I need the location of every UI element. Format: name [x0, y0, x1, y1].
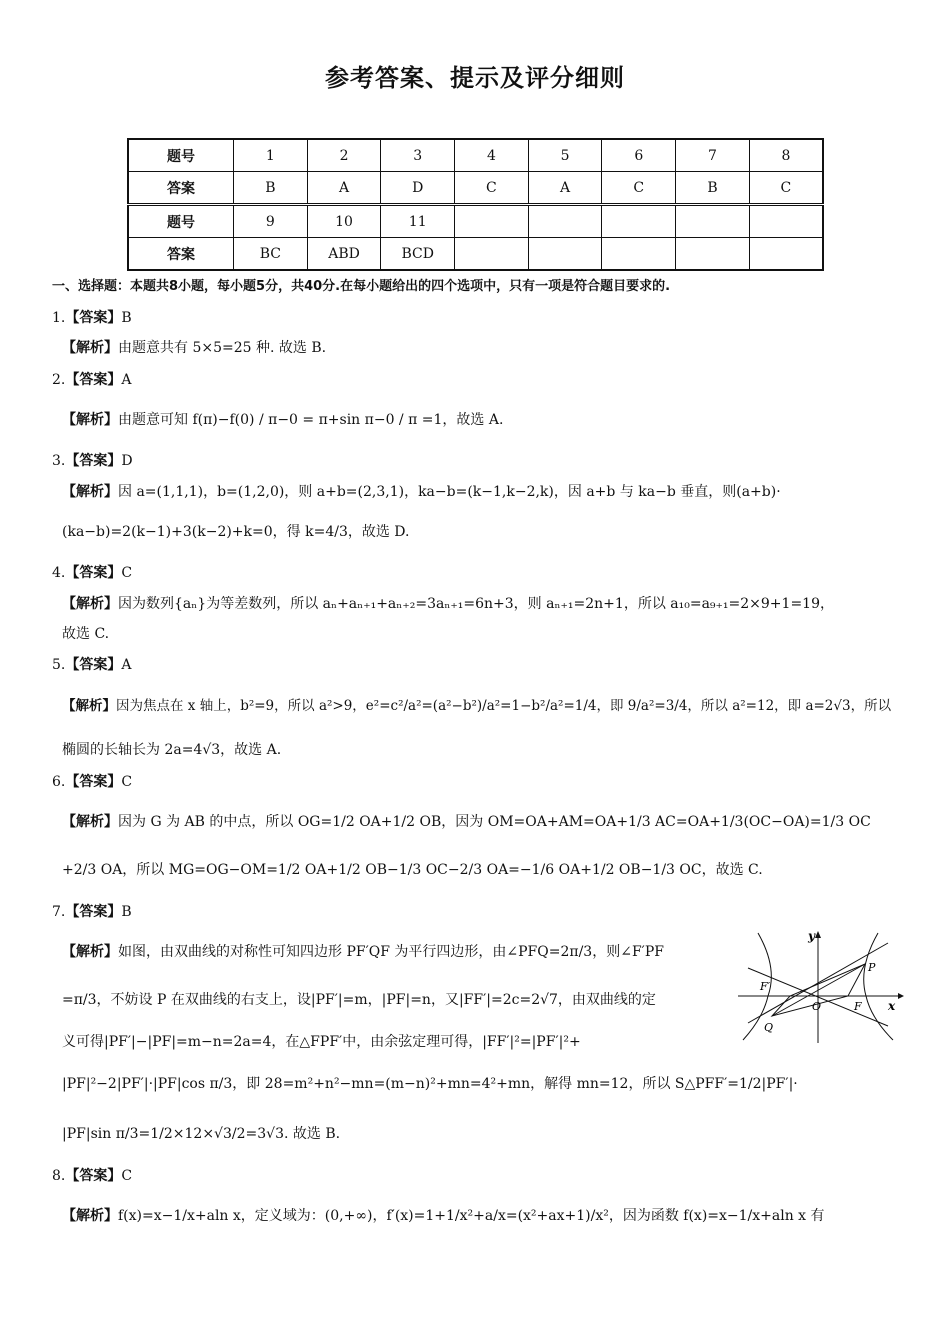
question-number: 4.	[52, 565, 66, 581]
table-cell	[602, 205, 676, 238]
table-cell: ABD	[307, 238, 381, 271]
explanation-tag: 【解析】	[62, 412, 118, 428]
explanation-line	[62, 594, 834, 614]
table-row	[128, 205, 823, 238]
table-row	[128, 238, 823, 271]
table-cell: BCD	[381, 238, 455, 271]
table-cell: 4	[455, 139, 529, 172]
answer-tag: 【答案】	[65, 904, 122, 920]
question-number: 6.	[52, 774, 66, 790]
table-cell: 5	[528, 139, 602, 172]
table-row	[128, 139, 823, 172]
explanation-text: 因为数列{aₙ}为等差数列，所以 aₙ+aₙ₊₁+aₙ₊₂=3aₙ₊₁=6n+3，则 aₙ₊₁=2n+1，所以 a₁₀=a₉₊₁=2×9+1=19，	[118, 596, 834, 612]
table-cell: C	[602, 172, 676, 205]
question-number: 2.	[52, 372, 66, 388]
table-cell	[676, 238, 750, 271]
origin-label: O	[812, 1000, 822, 1013]
table-cell: 2	[307, 139, 381, 172]
table-cell: 1	[234, 139, 308, 172]
answer-value: C	[121, 1168, 133, 1184]
y-axis-arrow	[815, 931, 821, 938]
table-cell: 10	[307, 205, 381, 238]
answer-line	[52, 370, 131, 390]
table-cell: 9	[234, 205, 308, 238]
explanation-text: 因为焦点在 x 轴上，b²=9，所以 a²>9，e²=c²/a²=(a²−b²)/a²=1−b²/a²=1/4，即 9/a²=3/4，所以 a²=12，即 a=2√3，所以	[116, 698, 892, 714]
table-cell	[676, 205, 750, 238]
y-label: y	[808, 929, 815, 943]
table-cell: C	[455, 172, 529, 205]
row-label: 答案	[128, 172, 234, 205]
explanation-line: 椭圆的长轴长为 2a=4√3，故选 A.	[62, 742, 282, 758]
explanation-tag: 【解析】	[62, 1208, 118, 1224]
table-cell: A	[528, 172, 602, 205]
answer-value: A	[121, 372, 132, 388]
table-cell	[602, 238, 676, 271]
answer-tag: 【答案】	[65, 565, 122, 581]
table-row	[128, 172, 823, 205]
answer-tag: 【答案】	[65, 1168, 122, 1184]
explanation-text: 因为 G 为 AB 的中点，所以 OG=1/2 OA+1/2 OB，因为 OM=OA+AM=OA+1/3 AC=OA+1/3(OC−OA)=1/3 OC	[118, 814, 871, 830]
answer-tag: 【答案】	[65, 657, 122, 673]
table-cell	[749, 205, 823, 238]
answer-value: A	[121, 657, 132, 673]
x-label: x	[888, 999, 896, 1013]
row-label: 题号	[128, 205, 234, 238]
table-cell: D	[381, 172, 455, 205]
answer-value: B	[121, 904, 132, 920]
section-heading: 一、选择题：本题共8小题，每小题5分，共40分.在每小题给出的四个选项中，只有一项是符合题目要求的.	[52, 279, 671, 294]
table-cell: 7	[676, 139, 750, 172]
explanation-line	[62, 1206, 825, 1226]
explanation-tag: 【解析】	[62, 814, 118, 830]
question-number: 8.	[52, 1168, 66, 1184]
explanation-line: |PF|²−2|PF′|·|PF|cos π/3，即 28=m²+n²−mn=(m−n)²+mn=4²+mn，解得 mn=12，所以 S△PFF′=1/2|PF′|·	[62, 1076, 798, 1092]
explanation-text: 如图，由双曲线的对称性可知四边形 PF′QF 为平行四边形，由∠PFQ=2π/3，则∠F′PF	[118, 944, 664, 960]
explanation-text: 由题意共有 5×5=25 种. 故选 B.	[118, 340, 327, 356]
answer-line	[52, 655, 131, 675]
question-number: 1.	[52, 310, 66, 326]
table-cell: 11	[381, 205, 455, 238]
explanation-tag: 【解析】	[62, 596, 118, 612]
answer-value: C	[121, 565, 133, 581]
explanation-line	[62, 482, 781, 502]
explanation-tag: 【解析】	[62, 698, 116, 714]
explanation-line	[62, 410, 503, 430]
answer-line	[52, 308, 132, 328]
answer-line	[52, 902, 132, 922]
answer-value: C	[121, 774, 133, 790]
explanation-line: 义可得|PF′|−|PF|=m−n=2a=4，在△FPF′中，由余弦定理可得，|FF′|²=|PF′|²+	[62, 1034, 581, 1050]
row-label: 答案	[128, 238, 234, 271]
hyperbola-figure	[738, 928, 906, 1043]
table-cell: B	[234, 172, 308, 205]
explanation-tag: 【解析】	[62, 944, 118, 960]
answer-line	[52, 451, 133, 471]
explanation-line	[62, 812, 871, 832]
table-cell	[528, 238, 602, 271]
answer-line	[52, 772, 132, 792]
answer-value: D	[121, 453, 133, 469]
explanation-line: |PF|sin π/3=1/2×12×√3/2=3√3. 故选 B.	[62, 1126, 341, 1142]
answer-line	[52, 1166, 132, 1186]
explanation-text: 由题意可知 f(π)−f(0) / π−0 = π+sin π−0 / π =1，故选 A.	[118, 412, 504, 428]
table-cell: 6	[602, 139, 676, 172]
question-number: 7.	[52, 904, 66, 920]
answer-tag: 【答案】	[65, 453, 122, 469]
explanation-text: f(x)=x−1/x+aln x，定义域为：(0,+∞)，f′(x)=1+1/x²+a/x=(x²+ax+1)/x²，因为函数 f(x)=x−1/x+aln x 有	[118, 1208, 825, 1224]
focus-label: F	[854, 1000, 862, 1013]
point-label: Q	[764, 1021, 774, 1034]
explanation-line	[62, 338, 326, 358]
answer-tag: 【答案】	[65, 774, 122, 790]
answer-table	[127, 138, 824, 271]
answer-line	[52, 563, 132, 583]
question-number: 3.	[52, 453, 66, 469]
answer-tag: 【答案】	[65, 372, 122, 388]
answer-value: B	[121, 310, 132, 326]
explanation-line	[62, 696, 891, 716]
table-cell	[528, 205, 602, 238]
answer-tag: 【答案】	[65, 310, 122, 326]
question-number: 5.	[52, 657, 66, 673]
table-cell: 8	[749, 139, 823, 172]
table-cell: C	[749, 172, 823, 205]
page-title: 参考答案、提示及评分细则	[325, 64, 625, 92]
table-cell: BC	[234, 238, 308, 271]
row-label: 题号	[128, 139, 234, 172]
table-cell: B	[676, 172, 750, 205]
focus-label: F′	[760, 980, 771, 993]
table-cell	[749, 238, 823, 271]
explanation-line	[62, 942, 664, 962]
x-axis-arrow	[898, 993, 904, 999]
explanation-line: 故选 C.	[62, 626, 110, 642]
explanation-line: +2/3 OA，所以 MG=OG−OM=1/2 OA+1/2 OB−1/3 OC−2/3 OA=−1/6 OA+1/2 OB−1/3 OC，故选 C.	[62, 862, 763, 878]
table-cell	[455, 238, 529, 271]
table-cell: 3	[381, 139, 455, 172]
explanation-tag: 【解析】	[62, 484, 118, 500]
table-cell: A	[307, 172, 381, 205]
table-cell	[455, 205, 529, 238]
point-label: P	[868, 961, 876, 974]
explanation-line: (ka−b)=2(k−1)+3(k−2)+k=0，得 k=4/3，故选 D.	[62, 524, 410, 540]
explanation-text: 因 a=(1,1,1)，b=(1,2,0)，则 a+b=(2,3,1)，ka−b=(k−1,k−2,k)，因 a+b 与 ka−b 垂直，则(a+b)·	[118, 484, 781, 500]
explanation-tag: 【解析】	[62, 340, 118, 356]
explanation-line: =π/3，不妨设 P 在双曲线的右支上，设|PF′|=m，|PF|=n，又|FF′|=2c=2√7，由双曲线的定	[62, 992, 656, 1008]
